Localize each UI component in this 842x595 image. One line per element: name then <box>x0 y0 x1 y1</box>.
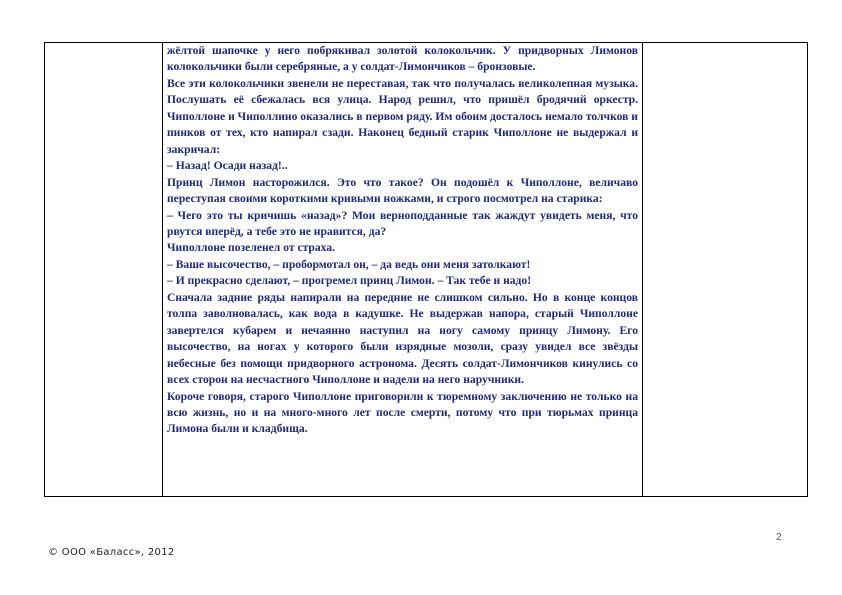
left-column-cell <box>45 43 163 497</box>
paragraph-7: – Ваше высочество, – пробормотал он, – да ведь они меня затолкают! <box>167 257 531 271</box>
paragraph-1: жёлтой шапочке у него побрякивал золотой колокольчик. У придворных Лимонов колокольчики были серебряные, а у солдат-Лимончиков – бронзовые. <box>167 44 638 74</box>
story-text-cell <box>163 43 643 497</box>
paragraph-9: Сначала задние ряды напирали на передние не слишком сильно. Но в конце концов толпа заволновалась, как вода в кадушке. Не выдержав напора, старый Чиполлоне завертелся кубарем и нечаянно наступил на ногу самому принцу Лимону. Его высочество, на ногах у которого были изрядные мозоли, сразу увидел все звёзды небесные без помощи придворного астронома. Десять солдат-Лимончиков кинулись со всех сторон на несчастного Чиполлоне и надели на него наручники. <box>167 290 638 387</box>
paragraph-8: – И прекрасно сделают, – прогремел принц Лимон. – Так тебе и надо! <box>167 274 532 288</box>
right-column-cell <box>643 43 808 497</box>
paragraph-6: Чиполлоне позеленел от страха. <box>167 241 336 255</box>
paragraph-5: – Чего это ты кричишь «назад»? Мои верноподданные так жаждут увидеть меня, что рвутся вперёд, а тебе это не нравится, да? <box>167 208 638 238</box>
paragraph-10: Короче говоря, старого Чиполлоне приговорили к тюремному заключению не только на всю жизнь, но и на много-много лет после смерти, потому что при тюрьмах принца Лимона были и кладбища. <box>167 389 638 436</box>
paragraph-3: – Назад! Осади назад!.. <box>167 159 288 173</box>
table-row <box>45 43 808 497</box>
copyright-notice: © ООО «Баласс», 2012 <box>48 547 175 558</box>
content-table <box>44 42 808 497</box>
paragraph-2: Все эти колокольчики звенели не переставая, так что получалась великолепная музыка. Послушать её сбежалась вся улица. Народ решил, что пришёл бродячий оркестр. Чиполлоне и Чиполлино оказались в первом ряду. Им обоим досталось немало толчков и пинков от тех, кто напирал сзади. Наконец бедный старик Чиполлоне не выдержал и закричал: <box>167 76 638 156</box>
paragraph-4: Принц Лимон насторожился. Это что такое? Он подошёл к Чиполлоне, величаво переступая своими короткими кривыми ножками, и строго посмотрел на старика: <box>167 175 638 206</box>
page-number: 2 <box>776 532 782 543</box>
